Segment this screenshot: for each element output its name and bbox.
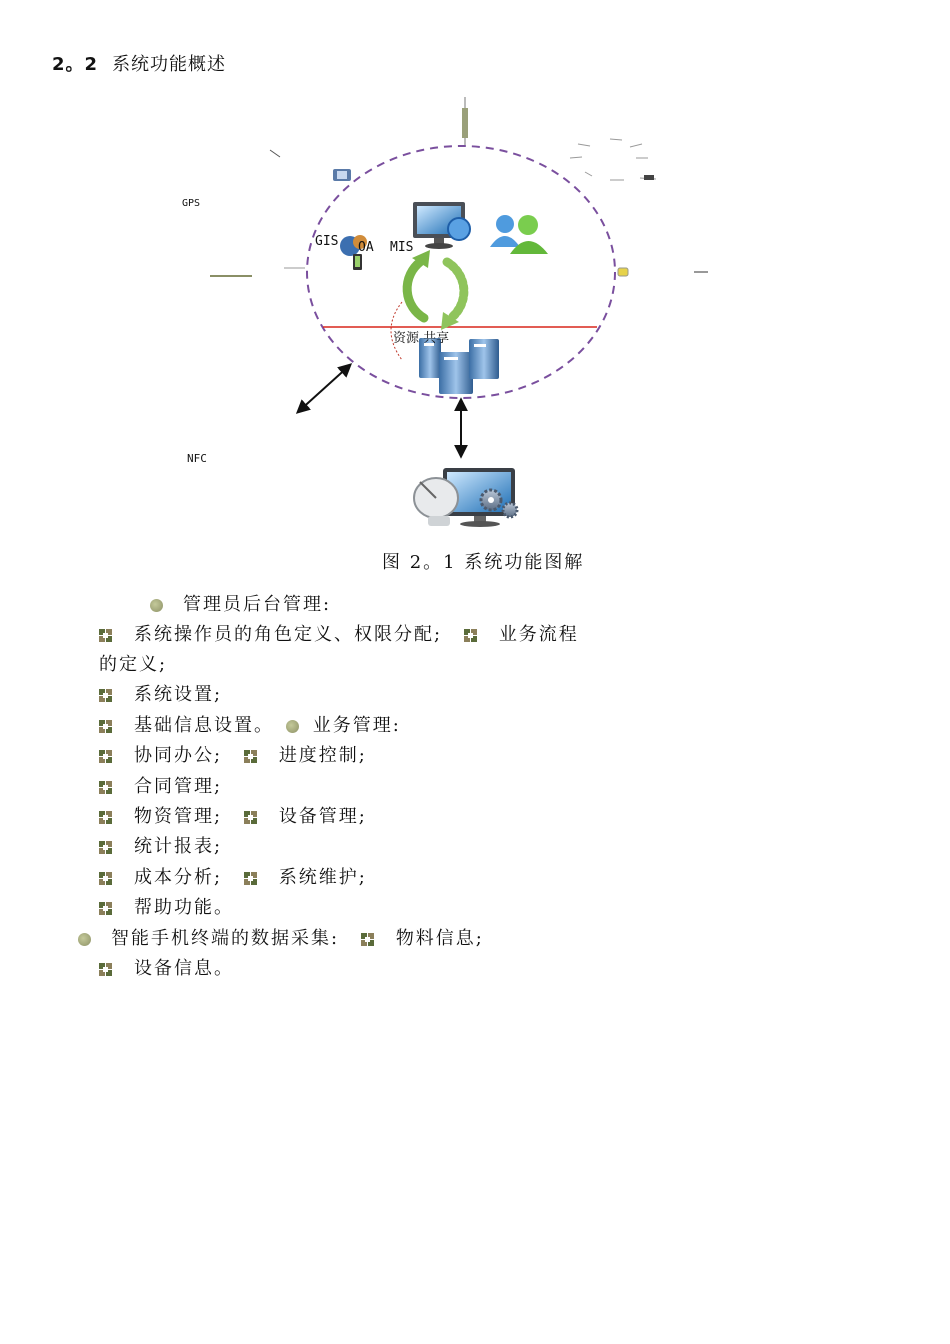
- list-item-collab: 协同办公; 进度控制;: [99, 741, 367, 767]
- round-bullet-icon: [78, 933, 91, 946]
- list-item-contract: 合同管理;: [99, 772, 222, 798]
- square-bullet-icon: [99, 872, 112, 885]
- square-bullet-icon: [99, 781, 112, 794]
- square-bullet-icon: [99, 841, 112, 854]
- system-function-diagram: [0, 0, 950, 540]
- square-bullet-icon: [99, 902, 112, 915]
- square-bullet-icon: [244, 750, 257, 763]
- tag-icon: [618, 268, 628, 276]
- bidirectional-arrow-left: [298, 365, 350, 412]
- square-bullet-icon: [99, 750, 112, 763]
- list-item-mobile: 智能手机终端的数据采集: 物料信息;: [78, 924, 484, 950]
- satellite-icon: [462, 97, 468, 145]
- list-item-material: 物资管理; 设备管理;: [99, 802, 367, 828]
- list-item-admin-header: 管理员后台管理:: [150, 590, 331, 616]
- square-bullet-icon: [99, 689, 112, 702]
- terminal-station-icon: [414, 468, 517, 527]
- list-item-role-def: 系统操作员的角色定义、权限分配; 业务流程: [99, 620, 579, 646]
- round-bullet-icon: [150, 599, 163, 612]
- nfc-label: NFC: [187, 452, 207, 465]
- list-item-sys-settings: 系统设置;: [99, 680, 222, 706]
- oa-label: OA: [358, 240, 374, 255]
- square-bullet-icon: [464, 629, 477, 642]
- server-cluster-icon: [419, 338, 499, 394]
- list-item-help: 帮助功能。: [99, 893, 234, 919]
- users-icon: [490, 215, 548, 254]
- round-bullet-icon: [286, 720, 299, 733]
- list-item-stats: 统计报表;: [99, 832, 222, 858]
- mis-label: MIS: [390, 240, 414, 255]
- cycle-arrows-icon: [407, 262, 464, 318]
- monitor-icon: [413, 202, 470, 249]
- square-bullet-icon: [361, 933, 374, 946]
- square-bullet-icon: [99, 720, 112, 733]
- signal-marks-icon: [570, 139, 656, 180]
- square-bullet-icon: [99, 629, 112, 642]
- section-number: 2。2: [52, 54, 99, 75]
- square-bullet-icon: [244, 872, 257, 885]
- resource-share-label: 资源 共享: [393, 331, 450, 346]
- square-bullet-icon: [99, 963, 112, 976]
- phone-device-icon: [333, 169, 351, 181]
- list-item-equip-info: 设备信息。: [99, 954, 234, 980]
- square-bullet-icon: [99, 811, 112, 824]
- gps-label: GPS: [182, 198, 201, 209]
- figure-caption: 图 2。1 系统功能图解: [382, 552, 585, 573]
- gis-label: GIS: [315, 234, 339, 249]
- list-item-cost: 成本分析; 系统维护;: [99, 863, 367, 889]
- section-title: 系统功能概述: [112, 54, 227, 75]
- list-item-workflow-cont: 的定义;: [99, 654, 168, 675]
- square-bullet-icon: [244, 811, 257, 824]
- list-item-base-info: 基础信息设置。 业务管理:: [99, 711, 401, 737]
